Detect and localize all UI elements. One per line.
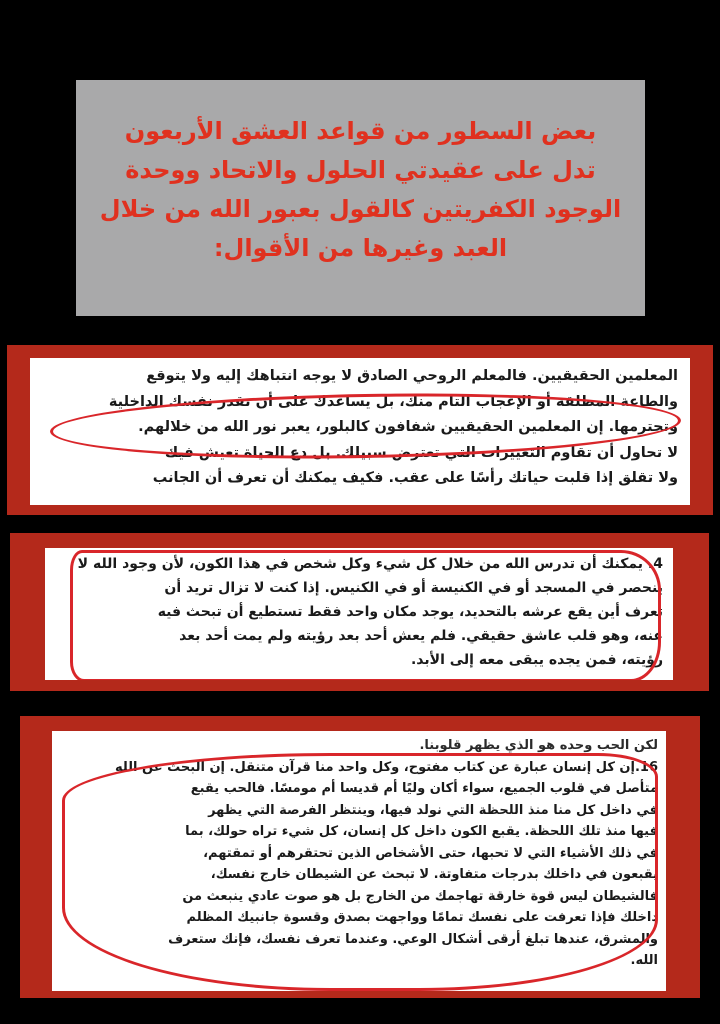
excerpt-frame-3 xyxy=(20,716,700,998)
text-line: يقبعون في داخلك بدرجات متفاوتة. لا تبحث عن الشيطان خارج نفسك، xyxy=(210,867,658,882)
title-text xyxy=(90,112,631,268)
text-line: المعلمين الحقيقيين. فالمعلم الروحي الصادق لا يوجه انتباهك إليه ولا يتوقع xyxy=(146,368,678,384)
excerpt-frame-2 xyxy=(10,533,709,691)
excerpt-page-3 xyxy=(52,731,666,991)
text-line: عنه، وهو قلب عاشق حقيقي. فلم يعش أحد بعد رؤيته ولم يمت أحد بعد xyxy=(179,628,663,644)
title-card xyxy=(76,80,645,316)
excerpt-frame-1 xyxy=(7,345,713,515)
text-line: في داخل كل منا منذ اللحظة التي نولد فيها، وينتظر الفرصة التي يظهر xyxy=(208,802,658,818)
excerpt-text-3 xyxy=(52,735,666,972)
title-line: الوجود الكفريتين كالقول بعبور الله من خلال xyxy=(99,195,622,223)
text-line: ولا تقلق إذا قلبت حياتك رأسًا على عقب. فكيف يمكنك أن تعرف أن الجانب xyxy=(152,470,678,486)
text-line: رؤيته، فمن يجده يبقى معه إلى الأبد. xyxy=(410,652,663,668)
text-line: الله. xyxy=(630,953,658,968)
text-line: لكن الحب وحده هو الذي يظهر قلوبنا. xyxy=(419,738,658,753)
text-line: متأصل في قلوب الجميع، سواء أكان وليًا أم قديسا أم مومسًا. فالحب يقبع xyxy=(190,781,658,796)
text-line: في ذلك الأشياء التي لا تحبها، حتى الأشخاص الذين تحتقرهم أو تمقتهم، xyxy=(203,845,658,861)
text-line: وتحترمها. إن المعلمين الحقيقيين شفافون كالبلور، يعبر نور الله من خلالهم. xyxy=(138,419,678,435)
text-line: والمشرق، عندها تبلغ أرقى أشكال الوعي. وعندما تعرف نفسك، فإنك ستعرف xyxy=(168,931,658,947)
title-line: تدل على عقيدتي الحلول والاتحاد ووحدة xyxy=(125,156,596,184)
text-line: والطاعة المطلقة أو الإعجاب التام منك، بل يساعدك على أن تقدر نفسك الداخلية xyxy=(108,393,678,410)
title-line: العبد وغيرها من الأقوال: xyxy=(213,234,508,262)
excerpt-page-2 xyxy=(45,548,673,680)
excerpt-text-2 xyxy=(45,552,673,672)
text-line: فالشيطان ليس قوة خارقة تهاجمك من الخارج بل هو صوت عادي ينبعث من xyxy=(182,888,658,904)
text-line: تعرف أين يقع عرشه بالتحديد، يوجد مكان واحد فقط تستطيع أن تبحث فيه xyxy=(157,604,663,620)
text-line: داخلك فإذا تعرفت على نفسك تمامًا وواجهت بصدق وقسوة جانبيك المظلم xyxy=(186,910,658,925)
excerpt-text-1 xyxy=(30,364,690,492)
title-line: بعض السطور من قواعد العشق الأربعون xyxy=(124,117,597,145)
text-line: فيها منذ تلك اللحظة. يقبع الكون داخل كل إنسان، كل شيء تراه حولك، بما xyxy=(185,824,658,839)
text-line: 16.إن كل إنسان عبارة عن كتاب مفتوح، وكل واحد منا قرآن متنقل. إن البحث عن الله xyxy=(114,759,658,775)
text-line: لا تحاول أن تقاوم التغييرات التي تعترض سبيلك. بل دع الحياة تعيش فيك xyxy=(164,444,678,461)
text-line: ينحصر في المسجد أو في الكنيسة أو في الكنيس. إذا كنت لا تزال تريد أن xyxy=(164,580,663,596)
excerpt-page-1 xyxy=(30,358,690,505)
text-line: 4. يمكنك أن تدرس الله من خلال كل شيء وكل شخص في هذا الكون، لأن وجود الله لا xyxy=(77,556,663,572)
